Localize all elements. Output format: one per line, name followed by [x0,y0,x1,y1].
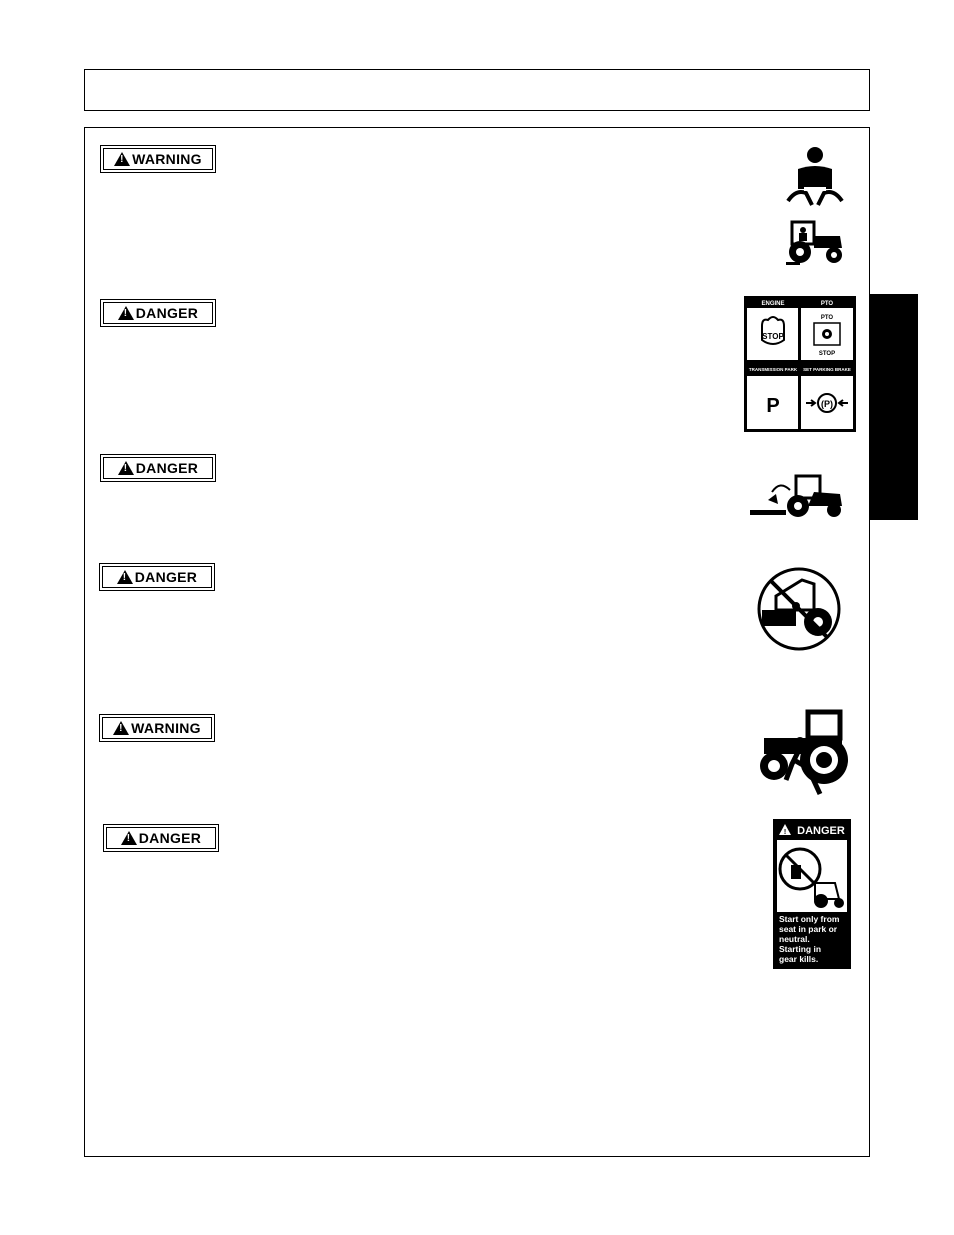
pto-inner-label: PTO [820,315,834,321]
alert-triangle-icon [118,461,134,475]
alert-triangle-icon [114,152,130,166]
shutdown-controls-decal [744,296,856,432]
runover-hazard-icon [758,708,852,798]
engine-label: ENGINE [761,301,785,307]
brake-letter: (P) [821,399,833,409]
danger-badge-6 [103,824,219,852]
engine-stop-text: STOP [762,332,784,341]
tractor-mower-icon [748,472,844,520]
danger-badge-4 [99,563,215,591]
decal-line-2: seat in park or [779,924,838,934]
alert-triangle-icon [118,306,134,320]
decal-line-5: gear kills. [779,954,819,964]
start-danger-decal [773,819,851,969]
danger-badge-2 [100,299,216,327]
content-frame [84,127,870,1157]
badge-label: WARNING [131,720,201,736]
no-riders-prohibition-icon [756,566,842,652]
alert-triangle-icon [117,570,133,584]
tractor-operator-icon [784,218,846,266]
section-side-tab [869,294,918,520]
badge-label: WARNING [132,151,202,167]
decal-header: DANGER [797,825,845,837]
pto-stop-text: STOP [818,351,836,357]
seatbelt-operator-icon [786,145,844,207]
badge-label: DANGER [135,460,199,476]
svg-text:!: ! [783,829,787,836]
transmission-label: TRANSMISSION PARK [748,367,798,372]
badge-label: DANGER [134,569,198,585]
parking-label: SET PARKING BRAKE [803,367,851,372]
warning-badge-5 [99,714,215,742]
park-letter: P [766,395,780,417]
alert-triangle-icon [113,721,129,735]
decal-line-4: Starting in [779,944,822,954]
decal-line-1: Start only from [779,914,840,924]
page-header-box [84,69,870,111]
badge-label: DANGER [135,305,199,321]
badge-label: DANGER [138,830,202,846]
alert-triangle-icon [121,831,137,845]
warning-badge-1 [100,145,216,173]
pto-label: PTO [820,301,834,307]
decal-line-3: neutral. [779,934,810,944]
danger-badge-3 [100,454,216,482]
